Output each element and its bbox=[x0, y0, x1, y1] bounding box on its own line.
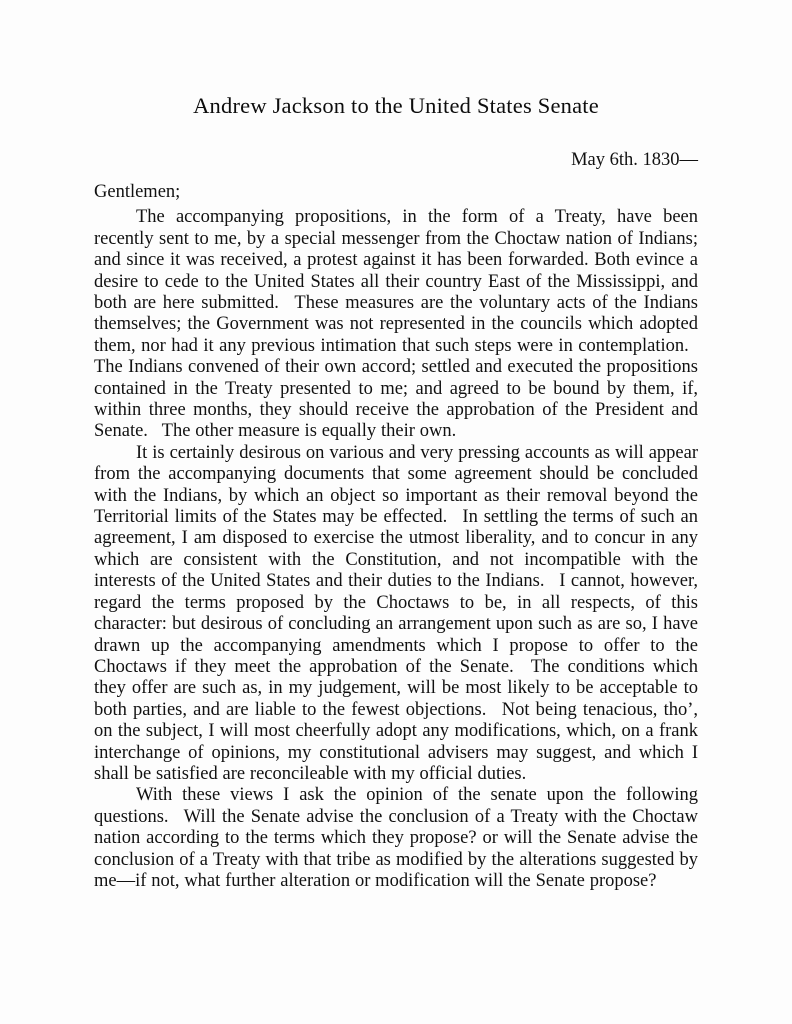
salutation: Gentlemen; bbox=[94, 182, 181, 203]
document-body bbox=[94, 203, 698, 892]
body-paragraph: The accompanying propositions, in the form of a Treaty, have been recently sent to me, by a special messenger from the Choctaw nation of Indians; and since it was received, a protest against it has been forwarded. Both evince a desire to cede to the United States all their country East of the Mississippi, and both are here submitted. These measures are the voluntary acts of the Indians themselves; the Government was not represented in the councils which adopted them, nor had it any previous intimation that such steps were in contemplation. The Indians convened of their own accord; settled and executed the propositions contained in the Treaty presented to me; and agreed to be bound by them, if, within three months, they should receive the approbation of the President and Senate. The other measure is equally their own. bbox=[94, 207, 698, 442]
date-line: May 6th. 1830— bbox=[571, 150, 698, 170]
body-paragraph: With these views I ask the opinion of the senate upon the following questions. Will the Senate advise the conclusion of a Treaty with the Choctaw nation according to the terms which they propose? or will the Senate advise the conclusion of a Treaty with that tribe as modified by the alterations suggested by me—if not, what further alteration or modification will the Senate propose? bbox=[94, 785, 698, 891]
page-title: Andrew Jackson to the United States Senate bbox=[193, 93, 599, 118]
body-paragraph: It is certainly desirous on various and very pressing accounts as will appear from the accompanying documents that some agreement should be concluded with the Indians, by which an object so important as their removal beyond the Territorial limits of the States may be effected. In settling the terms of such an agreement, I am disposed to exercise the utmost liberality, and to concur in any which are consistent with the Constitution, and not incompatible with the interests of the United States and their duties to the Indians. I cannot, however, regard the terms proposed by the Choctaws to be, in all respects, of this character: but desirous of concluding an arrangement upon such as are so, I have drawn up the accompanying amendments which I propose to offer to the Choctaws if they meet the approbation of the Senate. The conditions which they offer are such as, in my judgement, will be most likely to be acceptable to both parties, and are liable to the fewest objections. Not being tenacious, tho’, on the subject, I will most cheerfully adopt any modifications, which, on a frank interchange of opinions, my constitutional advisers may suggest, and which I shall be satisfied are reconcileable with my official duties. bbox=[94, 442, 698, 784]
